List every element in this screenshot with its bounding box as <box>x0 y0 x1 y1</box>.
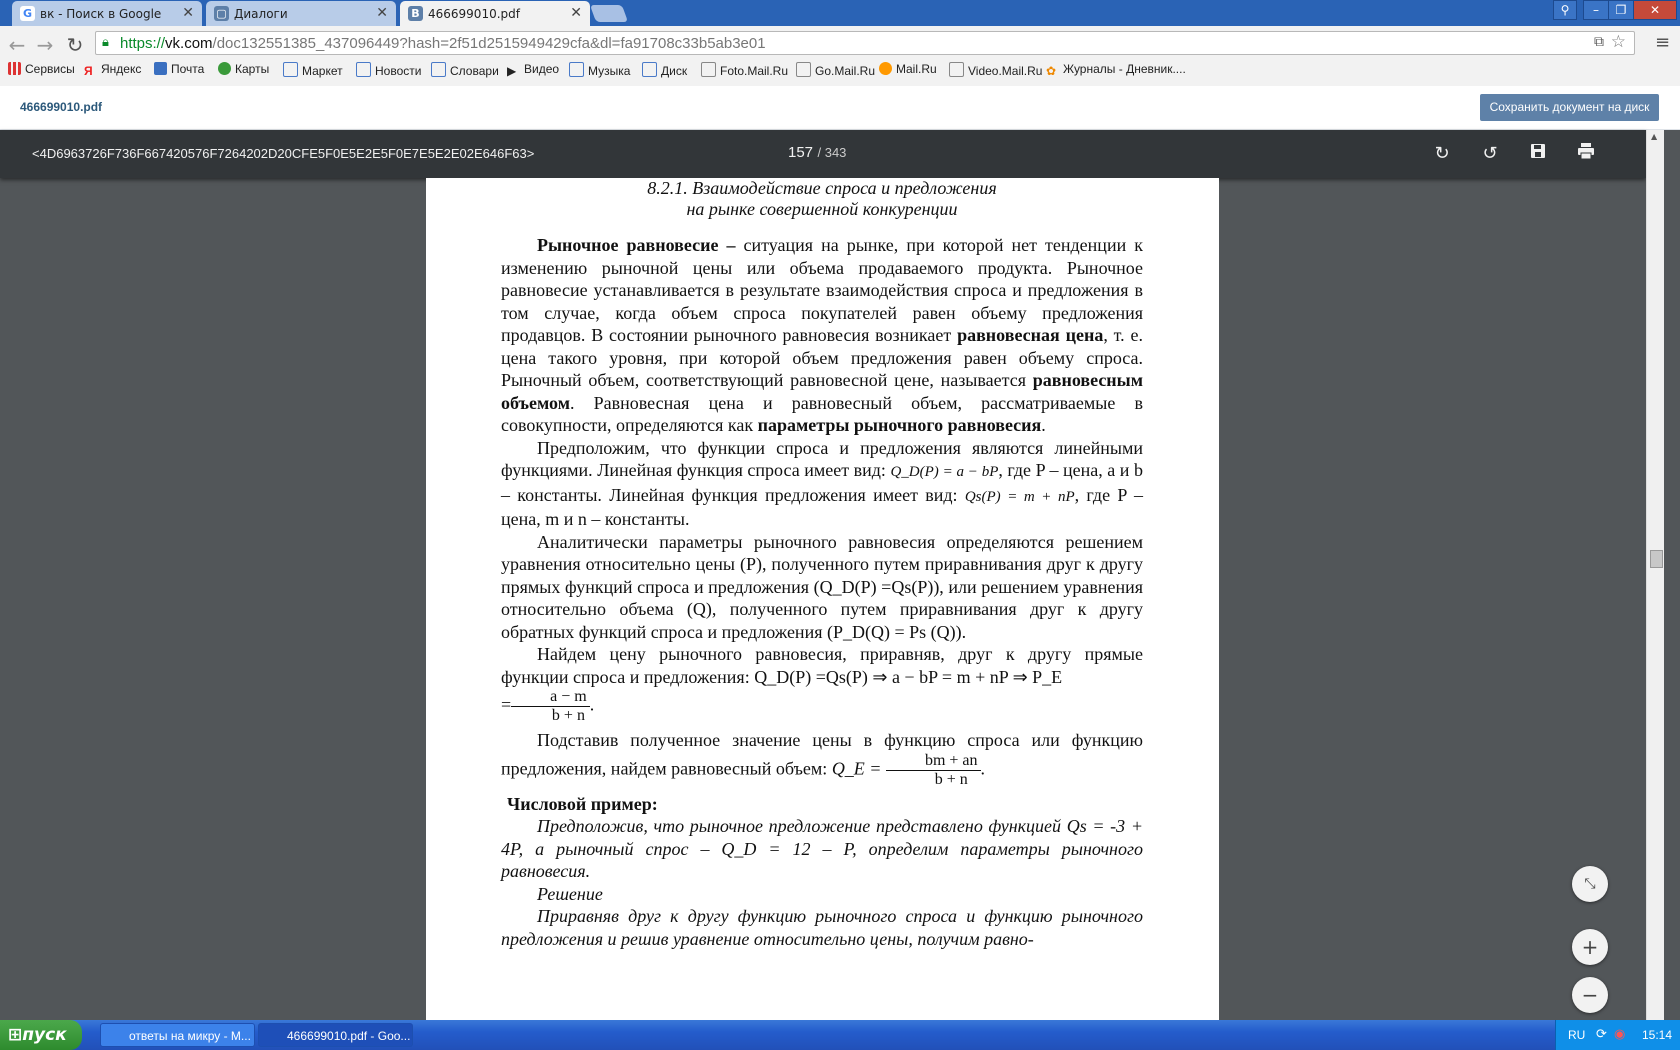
bookmark-videomail[interactable]: Video.Mail.Ru <box>949 62 1042 78</box>
tab-title: Диалоги <box>234 7 288 21</box>
rotate-clockwise-icon[interactable]: ↻ <box>1434 143 1450 164</box>
bookmark-foto[interactable]: Foto.Mail.Ru <box>701 62 788 78</box>
google-icon: G <box>20 6 35 21</box>
bookmark-maps[interactable]: Карты <box>218 62 269 76</box>
current-page[interactable]: 157 <box>788 144 814 161</box>
solution-heading: Решение <box>537 883 603 904</box>
page-indicator <box>788 144 846 162</box>
close-icon[interactable]: ✕ <box>376 5 388 21</box>
rotate-counterclockwise-icon[interactable]: ↺ <box>1482 143 1498 164</box>
mailru-icon <box>879 62 892 75</box>
page-icon <box>356 62 371 77</box>
bookmark-yandex[interactable]: Я Яндекс <box>84 62 142 78</box>
page-icon <box>796 62 811 77</box>
tab-title: 466699010.pdf <box>428 7 520 21</box>
pdf-toolbar <box>0 130 1646 178</box>
bookmark-disk[interactable]: Диск <box>642 62 687 78</box>
volume-fraction: $\frac{bm + an}{b + n}$ <box>886 752 981 789</box>
print-icon[interactable] <box>1574 142 1598 166</box>
tab-dialogs[interactable] <box>206 1 396 26</box>
system-tray <box>1555 1020 1680 1050</box>
paragraph-equilibrium: Рыночное равновесие – ситуация на рынке, при которой нет тенденции к изменению рыночной цены или объема продаваемого продукта. Рыночное равновесие устанавливается в результате взаимодействия спроса и предложения в том случае, когда объем спроса покупателей равен объему предложения продавцов. В состоянии рыночного равновесия возникает равновесная цена, т. е. цена такого уровня, при которой объем предложения равен объему спроса. Рыночный объем, соответствующий равновесной цене, называется равновесным объемом. Равновесная цена и равновесный объем, рассматриваемые в совокупности, определяются как параметры рыночного равновесия. <box>501 235 1143 435</box>
section-subheading: на рынке совершенной конкуренции <box>686 199 958 219</box>
pdf-title: <4D6963726F736F667420576F7264202D20CFE5F0E5E2E5F0E7E5E2E02E646F63> <box>32 146 535 161</box>
fit-page-button[interactable]: ⤡ <box>1572 866 1608 902</box>
bookmark-services[interactable]: Сервисы <box>8 62 75 76</box>
forward-button[interactable]: → <box>36 33 54 57</box>
page-text <box>501 178 1143 950</box>
paragraph-price-equation: Найдем цену рыночного равновесия, приравняв, друг к другу прямые функции спроса и предложения: Q_D(P) =Qs(P) ⇒ a − bP = m + nP ⇒ P_E = $\frac{a - m}{b + n}$ . <box>501 644 1143 724</box>
music-icon <box>569 62 584 77</box>
page-icon <box>283 62 298 77</box>
bookmark-journals[interactable]: ✿ Журналы - Дневник.... <box>1046 62 1186 78</box>
lock-icon: 🔒︎ <box>102 35 109 50</box>
antivirus-icon[interactable]: ◉ <box>1614 1026 1626 1041</box>
page-icon <box>431 62 446 77</box>
new-tab-button[interactable] <box>590 5 628 22</box>
bookmark-music[interactable]: Музыка <box>569 62 630 78</box>
translate-icon[interactable]: ⧉ <box>1594 34 1604 50</box>
close-icon[interactable]: ✕ <box>182 5 194 21</box>
page-icon <box>949 62 964 77</box>
restore-button[interactable]: ❐ <box>1608 0 1634 20</box>
bookmark-go[interactable]: Go.Mail.Ru <box>796 62 875 78</box>
sync-icon[interactable]: ⟳ <box>1596 1026 1607 1041</box>
zoom-out-button[interactable]: − <box>1572 977 1608 1013</box>
language-indicator[interactable]: RU <box>1568 1028 1586 1042</box>
disk-icon <box>642 62 657 77</box>
bookmark-mailru[interactable]: Mail.Ru <box>879 62 937 76</box>
mail-icon <box>154 62 167 75</box>
vk-icon: B <box>408 6 423 21</box>
tab-google[interactable] <box>12 1 202 26</box>
star-icon[interactable]: ☆ <box>1610 32 1626 52</box>
menu-icon[interactable]: ≡ <box>1655 32 1671 53</box>
section-heading: 8.2.1. Взаимодействие спроса и предложения <box>647 178 997 198</box>
address-bar[interactable] <box>95 31 1635 55</box>
close-window-button[interactable]: ✕ <box>1633 0 1677 20</box>
start-button[interactable]: ⊞пуск <box>0 1020 82 1050</box>
reload-button[interactable]: ↻ <box>66 33 84 57</box>
tab-strip <box>0 0 1680 26</box>
paragraph-linear-functions: Предположим, что функции спроса и предложения являются линейными функциями. Линейная функция спроса имеет вид: Q_D(P) = a − bP, где P – цена, a и b – константы. Линейная функция предложения имеет вид: Qs(P) = m + nP, где P – цена, m и n – константы. <box>501 437 1144 529</box>
bookmark-mail[interactable]: Почта <box>154 62 204 76</box>
pdf-page <box>426 178 1219 1020</box>
apps-icon <box>8 62 21 75</box>
scrollbar[interactable] <box>1646 130 1664 1020</box>
paragraph-analytic: Аналитически параметры рыночного равновесия определяются решением уравнения относительно цены (P), полученного путем приравнивания друг к другу прямых функций спроса и предложения (Q_D(P) =Qs(P)), или решением уравнения относительно объема (Q), полученного путем приравнивания друг к другу обратных функций спроса и предложения (P_D(Q) = Ps (Q)). <box>501 531 1143 642</box>
close-icon[interactable]: ✕ <box>570 5 582 21</box>
bookmark-market[interactable]: Маркет <box>283 62 343 78</box>
vk-doc-header <box>0 86 1680 130</box>
zoom-in-button[interactable]: + <box>1572 929 1608 965</box>
browser-toolbar <box>0 26 1680 87</box>
user-icon[interactable]: ⚲ <box>1553 0 1577 20</box>
bookmark-video[interactable]: ▶ Видео <box>507 62 560 78</box>
back-button[interactable]: ← <box>8 33 26 57</box>
doc-name[interactable]: 466699010.pdf <box>20 100 103 114</box>
bookmark-dictionaries[interactable]: Словари <box>431 62 499 78</box>
scrollbar-thumb[interactable] <box>1650 550 1663 568</box>
play-icon: ▶ <box>507 64 517 78</box>
url-text[interactable]: https://vk.com/doc132551385_437096449?hash=2f51d2515949429cfa&dl=fa91708c33b5ab3e01 <box>120 35 766 52</box>
bookmark-news[interactable]: Новости <box>356 62 421 78</box>
clock: 15:14 <box>1642 1028 1673 1042</box>
page-icon <box>701 62 716 77</box>
taskbar-item-chrome[interactable]: 466699010.pdf - Goo... <box>258 1023 413 1047</box>
scroll-up-icon[interactable]: ▲ <box>1651 132 1658 141</box>
price-fraction: $\frac{a - m}{b + n}$ <box>511 688 590 725</box>
taskbar-item-word[interactable]: ответы на микру - M... <box>100 1023 255 1047</box>
save-to-disk-button[interactable]: Сохранить документ на диск <box>1480 94 1659 121</box>
minimize-button[interactable]: – <box>1583 0 1609 20</box>
tab-title: вк - Поиск в Google <box>40 7 162 21</box>
yandex-icon: Я <box>84 64 93 78</box>
tab-pdf[interactable] <box>400 1 590 26</box>
taskbar <box>0 1020 1680 1050</box>
total-pages: / 343 <box>817 145 847 160</box>
solution-text: Приравняв друг к другу функцию рыночного спроса и функцию рыночного предложения и решив уравнение относительно цены, получим равно- <box>501 906 1143 949</box>
paragraph-volume: Подставив полученное значение цены в функцию спроса или функцию предложения, найдем равновесный объем: Q_E = $\frac{bm + an}{b + n}$ . <box>501 730 1143 788</box>
download-icon[interactable] <box>1526 142 1550 166</box>
dialog-icon: ▢ <box>214 6 229 21</box>
maps-icon <box>218 62 231 75</box>
example-title: Числовой пример: <box>507 793 658 814</box>
flower-icon: ✿ <box>1046 64 1057 78</box>
windows-icon: ⊞ <box>8 1025 23 1045</box>
example-text: Предположив, что рыночное предложение представлено функцией Qs = -3 + 4P, а рыночный спрос – Q_D = 12 – P, определим параметры рыночного равновесия. <box>501 816 1143 881</box>
